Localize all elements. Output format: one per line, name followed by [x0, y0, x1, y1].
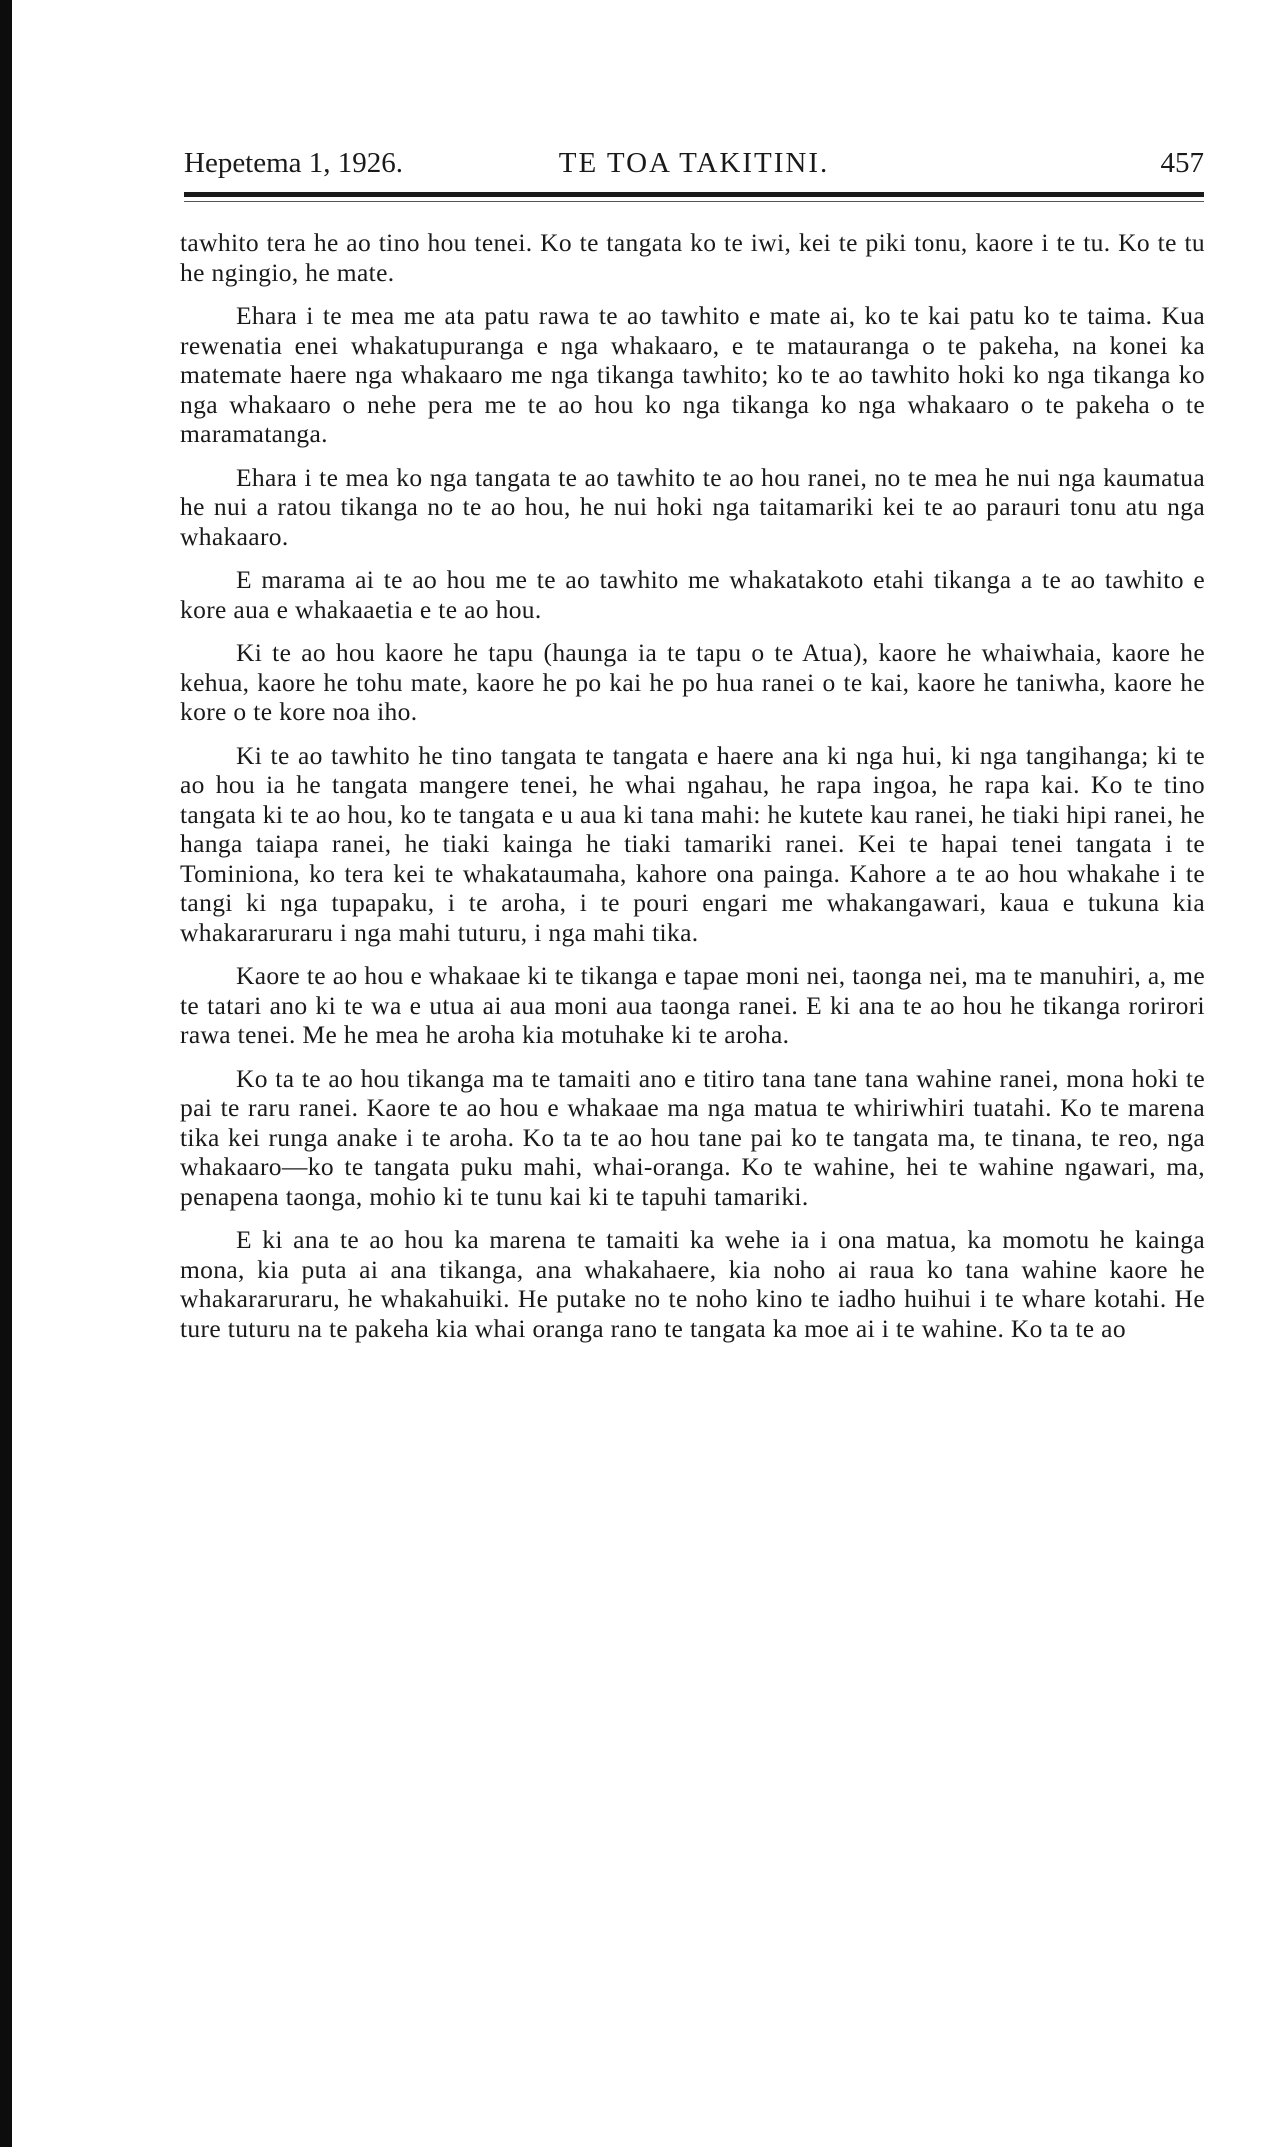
paragraph: Ki te ao hou kaore he tapu (haunga ia te tapu o te Atua), kaore he whaiwhaia, kaore he kehua, kaore he tohu mate, kaore he po kai he po hua ranei o te kai, kaore he taniwha, kaore he kore o te kore noa iho. — [180, 638, 1205, 726]
paragraph: Kaore te ao hou e whakaae ki te tikanga e tapae moni nei, taonga nei, ma te manuhiri, a, me te tatari ano ki te wa e utua ai aua moni aua taonga ranei. E ki ana te ao hou he tikanga rorirori rawa tenei. Me he mea he aroha kia motuhake ki te aroha. — [180, 961, 1205, 1049]
header-title: TE TOA TAKITINI. — [558, 147, 830, 179]
paragraph: Ki te ao tawhito he tino tangata te tangata e haere ana ki nga hui, ki nga tangihanga; ki te ao hou ia he tangata mangere tenei, he whai ngahau, he rapa ingoa, he rapa kai. Ko te tino tangata ki te ao hou, ko te tangata e u aua ki tana mahi: he kutete kau ranei, he tiaki hipi ranei, he hanga taiapa ranei, he tiaki kainga he tiaki tamariki ranei. Kei te hapai tenei tangata i te Tominiona, ko tera kei te whakataumaha, kahore ona painga. Kahore a te ao hou whakahe i te tangi ki nga tupapaku, i te aroha, i te pouri engari me whakangawari, kaua e tukuna kia whakararuraru i nga mahi tuturu, i nga mahi tika. — [180, 740, 1205, 947]
paragraph: Ehara i te mea me ata patu rawa te ao tawhito e mate ai, ko te kai patu ko te taima. Kua rewenatia enei whakatupuranga e nga whakaaro, e te matauranga o te pakeha, na konei ka matemate haere nga whakaaro me nga tikanga tawhito; ko te ao tawhito hoki ko nga tikanga ko nga whakaaro o nehe pera me te ao hou ko nga tikanga ko nga whakaaro o te pakeha o te maramatanga. — [180, 301, 1205, 448]
header-rule-thin — [184, 201, 1204, 202]
paragraph: Ehara i te mea ko nga tangata te ao tawhito te ao hou ranei, no te mea he nui nga kaumatua he nui a ratou tikanga no te ao hou, he nui hoki nga taitamariki kei te ao parauri tonu atu nga whakaaro. — [180, 462, 1205, 551]
header-date: Hepetema 1, 1926. — [184, 147, 404, 179]
running-header — [184, 136, 1204, 190]
paragraph: E marama ai te ao hou me te ao tawhito me whakatakoto etahi tikanga a te ao tawhito e kore aua e whakaaetia e te ao hou. — [180, 565, 1205, 624]
page-binding-edge — [0, 0, 12, 2147]
page-number: 457 — [1160, 147, 1204, 179]
article-body — [180, 228, 1205, 1357]
paragraph: Ko ta te ao hou tikanga ma te tamaiti ano e titiro tana tane tana wahine ranei, mona hoki te pai te raru ranei. Kaore te ao hou e whakaae ma nga matua te whiriwhiri tuatahi. Ko te marena tika kei runga anake i te aroha. Ko ta te ao hou tane pai ko te tangata ma, te tinana, te reo, nga whakaaro—ko te tangata puku mahi, whai-oranga. Ko te wahine, hei te wahine ngawari, ma, penapena taonga, mohio ki te tunu kai ki te tapuhi tamariki. — [180, 1063, 1205, 1211]
paragraph: tawhito tera he ao tino hou tenei. Ko te tangata ko te iwi, kei te piki tonu, kaore i te tu. Ko te tu he ngingio, he mate. — [180, 228, 1205, 287]
header-rule-thick — [184, 192, 1204, 197]
paragraph: E ki ana te ao hou ka marena te tamaiti ka wehe ia i ona matua, ka momotu he kainga mona, kia puta ai ana tikanga, ana whakahaere, kia noho ai raua ko tana wahine kaore he whakararuraru, he whakahuiki. He putake no te noho kino te iadho huihui i te whare kotahi. He ture tuturu na te pakeha kia whai oranga rano te tangata ka moe ai i te wahine. Ko ta te ao — [180, 1225, 1205, 1343]
